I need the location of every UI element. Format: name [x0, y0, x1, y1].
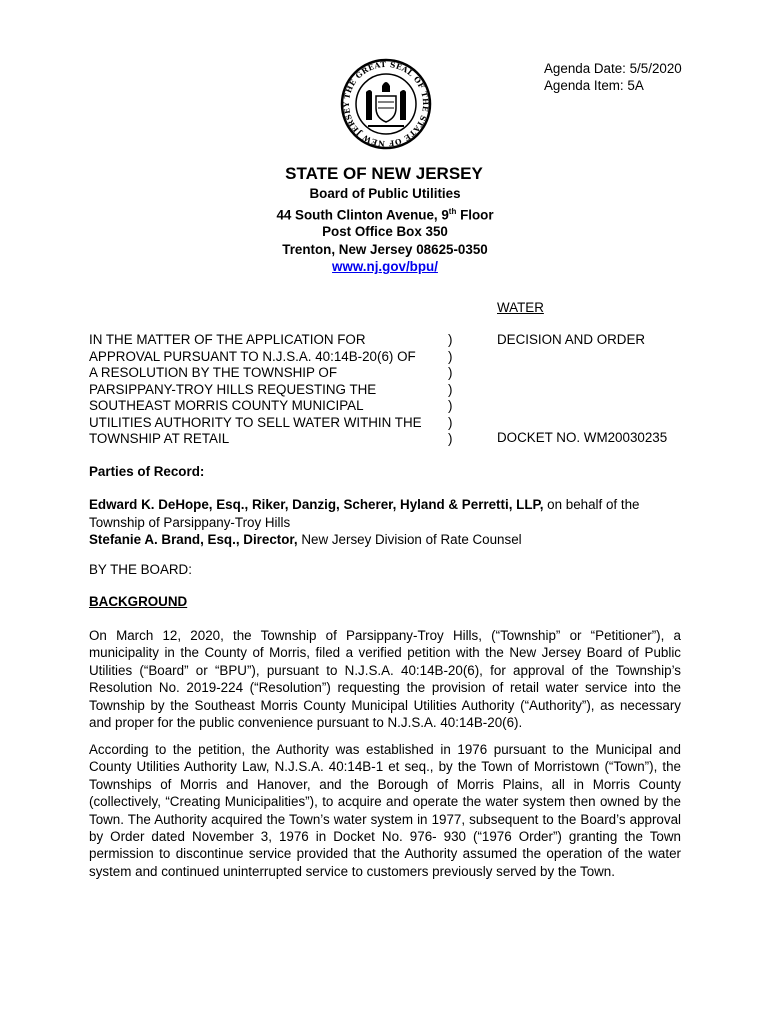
agenda-item: Agenda Item: 5A — [544, 78, 644, 93]
parties-heading: Parties of Record: — [89, 464, 205, 479]
party-entry: Stefanie A. Brand, Esq., Director, New Jersey Division of Rate Counsel — [89, 532, 522, 547]
by-the-board: BY THE BOARD: — [89, 562, 192, 577]
letterhead — [0, 163, 770, 276]
caption-parens: ) ) ) ) ) ) ) — [448, 332, 453, 446]
agenda-info — [544, 60, 682, 94]
address-line-1: 44 South Clinton Avenue, 9th Floor — [276, 206, 494, 222]
address-line-2: Post Office Box 350 — [322, 224, 448, 240]
parties-list — [89, 496, 679, 549]
paragraph: According to the petition, the Authority was established in 1976 pursuant to the Municipal and County Utilities Authority Law, N.J.S.A. 40:14B-1 et seq., by the Town of Morristown (“Town”), the Townships of Morris and Hanover, and the Borough of Morris Plains, all in Morris County (collectively, “Creating Municipalities”), to acquire and operate the water system then owned by the Town. The Authority acquired the Town’s water system in 1977, subsequent to the Board’s approval by Order dated November 3, 1976 in Docket No. 976- 930 (“1976 Order”) granting the Town permission to discontinue service provided that the Authority assumed the operation of the water system and continued uninterrupted service to customers previously served by the Town. — [89, 742, 681, 879]
new-jersey-state-seal-icon — [340, 58, 432, 150]
page-title: STATE OF NEW JERSEY — [285, 164, 483, 183]
party-entry: Edward K. DeHope, Esq., Riker, Danzig, Scherer, Hyland & Perretti, LLP, on behalf of the Township of Parsippany-Troy Hills — [89, 497, 640, 530]
caption-line: A RESOLUTION BY THE TOWNSHIP OF — [89, 365, 338, 380]
agenda-date: Agenda Date: 5/5/2020 — [544, 61, 682, 76]
paragraph: On March 12, 2020, the Township of Parsippany-Troy Hills, (“Township” or “Petitioner”), a municipality in the County of Morris, filed a verified petition with the New Jersey Board of Public Utilities (“Board” or “BPU”), pursuant to N.J.S.A. 40:14B-20(6), for approval of the Township’s Resolution No. 2019-224 (“Resolution”) requesting the provision of retail water service into the Township by the Southeast Morris County Municipal Utilities Authority (“Authority”), as necessary and proper for the public convenience pursuant to N.J.S.A. 40:14B-20(6). — [89, 628, 681, 731]
case-category: WATER — [497, 300, 544, 315]
caption-line: IN THE MATTER OF THE APPLICATION FOR — [89, 332, 366, 347]
caption-line: SOUTHEAST MORRIS COUNTY MUNICIPAL — [89, 398, 364, 413]
background-heading: BACKGROUND — [89, 594, 188, 609]
state-seal — [340, 58, 432, 150]
website-link[interactable]: www.nj.gov/bpu/ — [332, 259, 438, 275]
seal-text: THE GREAT SEAL OF THE STATE OF NEW JERSEY — [341, 59, 431, 149]
caption-line: PARSIPPANY-TROY HILLS REQUESTING THE — [89, 381, 377, 397]
address-line-3: Trenton, New Jersey 08625-0350 — [282, 241, 488, 257]
decision-label: DECISION AND ORDER — [497, 332, 646, 347]
caption-line: APPROVAL PURSUANT TO N.J.S.A. 40:14B-20(6) OF — [89, 348, 416, 364]
caption-line: UTILITIES AUTHORITY TO SELL WATER WITHIN THE — [89, 414, 422, 430]
caption-line: TOWNSHIP AT RETAIL — [89, 431, 230, 446]
docket-number: DOCKET NO. WM20030235 — [497, 430, 668, 445]
agency-name: Board of Public Utilities — [309, 186, 461, 201]
case-caption — [89, 332, 422, 448]
